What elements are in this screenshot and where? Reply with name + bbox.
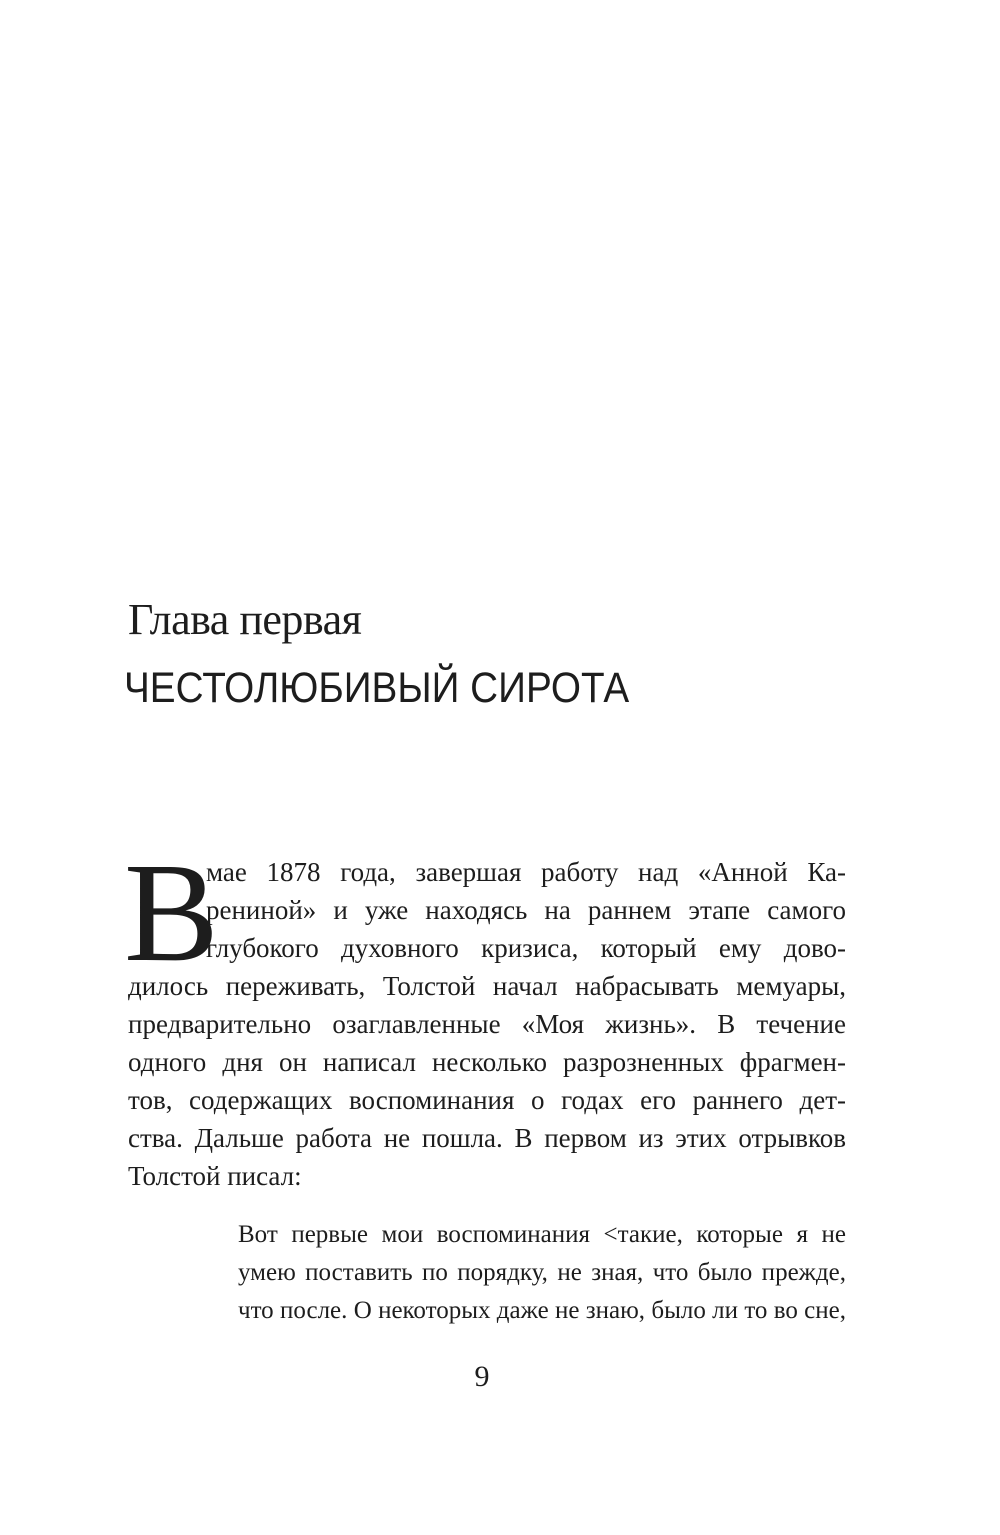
quote-line: что после. О некоторых даже не знаю, было ли то во сне, <box>238 1297 846 1324</box>
paragraph-line: предварительно озаглавленные «Моя жизнь». В течение <box>128 1009 846 1039</box>
block-quote <box>238 1216 846 1330</box>
body-paragraph <box>124 833 846 1195</box>
quote-line: Вот первые мои воспоминания <такие, которые я не <box>238 1221 846 1248</box>
paragraph-line: рениной» и уже находясь на раннем этапе самого <box>206 895 846 925</box>
quote-line: умею поставить по порядку, не зная, что было прежде, <box>238 1259 846 1286</box>
paragraph-line: глубокого духовного кризиса, который ему дово- <box>206 933 846 963</box>
paragraph-line: мае 1878 года, завершая работу над «Анной Ка- <box>206 857 846 887</box>
chapter-label: Глава первая <box>128 595 362 644</box>
paragraph-line: ства. Дальше работа не пошла. В первом из этих отрывков <box>128 1123 846 1153</box>
paragraph-line: дилось переживать, Толстой начал набрасывать мемуары, <box>128 971 846 1001</box>
page-number: 9 <box>474 1360 490 1393</box>
paragraph-line: Толстой писал: <box>128 1161 302 1191</box>
drop-cap: В <box>124 833 219 991</box>
chapter-title: ЧЕСТОЛЮБИВЫЙ СИРОТА <box>124 664 630 712</box>
paragraph-line: одного дня он написал несколько разрозненных фрагмен- <box>128 1047 846 1077</box>
paragraph-line: тов, содержащих воспоминания о годах его раннего дет- <box>128 1085 846 1115</box>
